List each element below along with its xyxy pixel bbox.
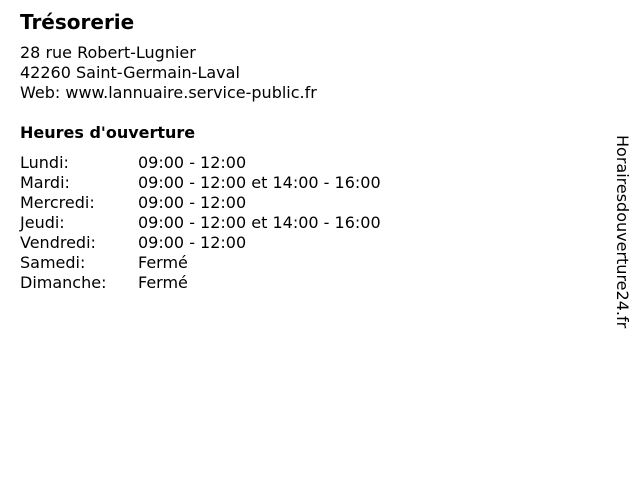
site-watermark: Horairesdouverture24.fr xyxy=(613,135,632,329)
day-label: Mercredi: xyxy=(20,193,95,212)
hours-heading: Heures d'ouverture xyxy=(20,123,196,142)
address-block xyxy=(20,43,317,103)
day-label: Lundi: xyxy=(20,153,69,172)
time-value: 09:00 - 12:00 xyxy=(138,233,247,252)
city-address: 42260 Saint-Germain-Laval xyxy=(20,63,240,82)
website-link[interactable]: Web: www.lannuaire.service-public.fr xyxy=(20,83,317,102)
time-value: Fermé xyxy=(138,273,188,292)
time-value: 09:00 - 12:00 et 14:00 - 16:00 xyxy=(138,213,381,232)
day-label: Dimanche: xyxy=(20,273,107,292)
time-value: 09:00 - 12:00 xyxy=(138,193,247,212)
time-value: 09:00 - 12:00 et 14:00 - 16:00 xyxy=(138,173,381,192)
day-label: Samedi: xyxy=(20,253,86,272)
day-label: Mardi: xyxy=(20,173,70,192)
time-value: Fermé xyxy=(138,253,188,272)
street-address: 28 rue Robert-Lugnier xyxy=(20,43,196,62)
page-title: Trésorerie xyxy=(20,10,135,34)
day-label: Jeudi: xyxy=(20,213,65,232)
day-label: Vendredi: xyxy=(20,233,96,252)
time-value: 09:00 - 12:00 xyxy=(138,153,247,172)
